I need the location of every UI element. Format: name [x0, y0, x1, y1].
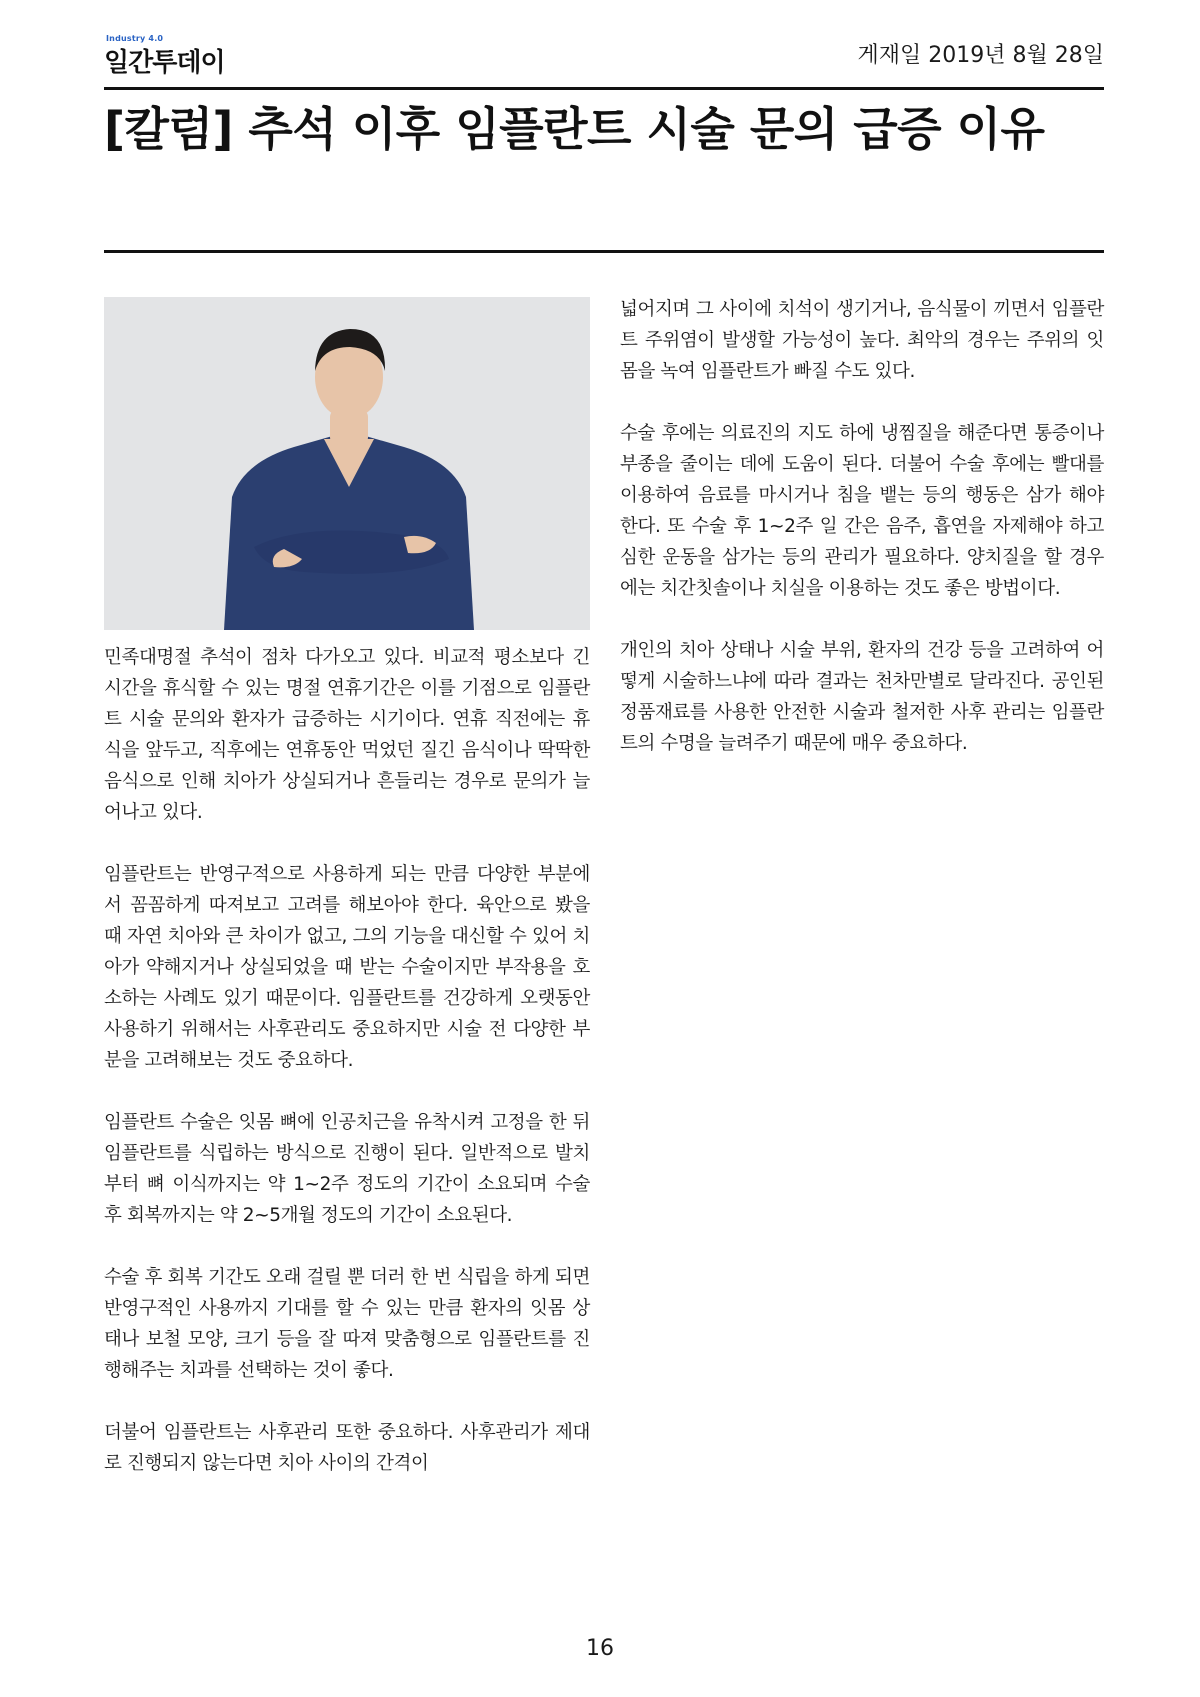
left-paragraph-4: 수술 후 회복 기간도 오래 걸릴 뿐 더러 한 번 식립을 하게 되면 반영구적인 사용까지 기대를 할 수 있는 만큼 환자의 잇몸 상태나 보철 모양, 크기 등을 잘 따져 맞춤형으로 임플란트를 진행해주는 치과를 선택하는 것이 좋다. [104, 1267, 590, 1381]
top-divider [104, 87, 1104, 90]
article-body-left-column [104, 642, 590, 1510]
left-paragraph-1: 민족대명절 추석이 점차 다가오고 있다. 비교적 평소보다 긴 시간을 휴식할 수 있는 명절 연휴기간은 이를 기점으로 임플란트 시술 문의와 환자가 급증하는 시기이다. 연휴 직전에는 휴식을 앞두고, 직후에는 연휴동안 먹었던 질긴 음식이나 딱딱한 음식으로 인해 치아가 상실되거나 흔들리는 경우로 문의가 늘어나고 있다. [104, 647, 590, 823]
left-paragraph-2: 임플란트는 반영구적으로 사용하게 되는 만큼 다양한 부분에서 꼼꼼하게 따져보고 고려를 해보아야 한다. 육안으로 봤을 때 자연 치아와 큰 차이가 없고, 그의 기능을 대신할 수 있어 치아가 약해지거나 상실되었을 때 받는 수술이지만 부작용을 호소하는 사례도 있기 때문이다. 임플란트를 건강하게 오랫동안 사용하기 위해서는 사후관리도 중요하지만 시술 전 다양한 부분을 고려해보는 것도 중요하다. [104, 864, 590, 1071]
right-paragraph-1: 넓어지며 그 사이에 치석이 생기거나, 음식물이 끼면서 임플란트 주위염이 발생할 가능성이 높다. 최악의 경우는 주위의 잇몸을 녹여 임플란트가 빠질 수도 있다. [620, 299, 1104, 382]
left-paragraph-5: 더불어 임플란트는 사후관리 또한 중요하다. 사후관리가 제대로 진행되지 않는다면 치아 사이의 간격이 [104, 1422, 590, 1474]
left-paragraph-3: 임플란트 수술은 잇몸 뼈에 인공치근을 유착시켜 고정을 한 뒤 임플란트를 식립하는 방식으로 진행이 된다. 일반적으로 발치부터 뼈 이식까지는 약 1~2주 정도의 기간이 소요되며 수술 후 회복까지는 약 2~5개월 정도의 기간이 소요된다. [104, 1112, 590, 1226]
page-number: 16 [586, 1636, 614, 1661]
author-photo [104, 297, 590, 630]
logo-tagline: Industry 4.0 [106, 34, 164, 43]
publication-date: 게재일 2019년 8월 28일 [857, 43, 1104, 68]
article-title: [칼럼] 추석 이후 임플란트 시술 문의 급증 이유 [104, 102, 1045, 156]
right-paragraph-3: 개인의 치아 상태나 시술 부위, 환자의 건강 등을 고려하여 어떻게 시술하느냐에 따라 결과는 천차만별로 달라진다. 공인된 정품재료를 사용한 안전한 시술과 철저한 사후 관리는 임플란트의 수명을 늘려주기 때문에 매우 중요하다. [620, 640, 1104, 754]
logo-name: 일간투데이 [104, 48, 225, 78]
right-paragraph-2: 수술 후에는 의료진의 지도 하에 냉찜질을 해준다면 통증이나 부종을 줄이는 데에 도움이 된다. 더불어 수술 후에는 빨대를 이용하여 음료를 마시거나 침을 뱉는 등의 행동은 삼가 해야 한다. 또 수술 후 1~2주 일 간은 음주, 흡연을 자제해야 하고 심한 운동을 삼가는 등의 관리가 필요하다. 양치질을 할 경우에는 치간칫솔이나 치실을 이용하는 것도 좋은 방법이다. [620, 423, 1104, 599]
publication-logo[interactable] [104, 30, 264, 76]
title-divider [104, 250, 1104, 253]
masthead [104, 30, 1104, 80]
author-portrait-illustration [104, 297, 590, 630]
article-body-right-column [620, 294, 1104, 790]
